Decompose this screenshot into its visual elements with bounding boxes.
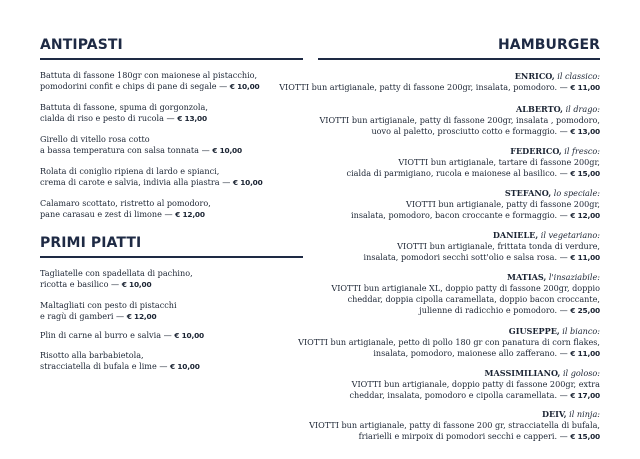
menu-item <box>40 350 200 372</box>
menu-item-text: crema di carote e salvia, indivia alla piastra <box>40 177 220 187</box>
menu-item-text: Battuta di fassone, spuma di gorgonzola, <box>40 102 208 112</box>
hamburger-item-heading <box>298 326 600 337</box>
menu-item-text: e ragù di gamberi <box>40 311 114 321</box>
menu-item-price: € 10,00 <box>170 362 200 371</box>
menu-item <box>40 70 259 92</box>
hamburger-subtitle: il bianco: <box>562 326 600 336</box>
menu-item-price: € 12,00 <box>175 210 205 219</box>
hamburger-item <box>331 272 600 316</box>
menu-item-price: € 10,00 <box>229 82 260 91</box>
menu-item-line: ricotta e basilico — € 10,00 <box>40 279 152 289</box>
hamburger-item-price: € 11,00 <box>570 253 600 262</box>
hamburger-item-text: cheddar, doppia cipolla caramellata, doppio bacon croccante, <box>347 294 600 304</box>
hamburger-name: STEFANO, <box>504 188 552 198</box>
menu-item-line <box>40 134 242 145</box>
menu-item-text: Calamaro scottato, ristretto al pomodoro, <box>40 198 211 208</box>
hamburger-item-line: cheddar, insalata, pomodoro e cipolla caramellata. — € 17,00 <box>349 390 600 400</box>
menu-item-line <box>40 268 193 279</box>
menu-item-line: cialda di riso e pesto di rucola — € 13,00 <box>40 113 207 123</box>
menu-item-text: Maltagliati con pesto di pistacchi <box>40 300 177 310</box>
menu-item-line: stracciatella di bufala e lime — € 10,00 <box>40 361 200 371</box>
menu-item-price: € 10,00 <box>121 280 152 289</box>
hamburger-item-text: VIOTTI bun artigianale, doppio patty di fassone 200gr, extra <box>351 379 600 389</box>
menu-item <box>40 166 263 188</box>
hamburger-name: FEDERICO, <box>510 146 562 156</box>
menu-item <box>40 300 177 322</box>
hamburger-subtitle: il classico: <box>557 71 600 81</box>
menu-item-price: € 10,00 <box>232 178 263 187</box>
primi-title: PRIMI PIATTI <box>40 235 142 251</box>
hamburger-item-line: friarielli e mirpoix di pomodori secchi e capperi. — € 15,00 <box>358 431 600 441</box>
hamburger-item <box>309 409 600 442</box>
hamburger-item-line: insalata, pomodoro, maionese allo zafferano. — € 11,00 <box>373 348 600 358</box>
hamburger-item-line <box>331 294 600 305</box>
hamburger-item-text: uovo al paletto, prosciutto cotto e formaggio. <box>371 126 558 136</box>
hamburger-item-line <box>331 283 600 294</box>
hamburger-item-text: VIOTTI bun artigianale XL, doppio patty di fassone 200gr, doppio <box>331 283 600 293</box>
menu-item-text: pomodorini confit e chips di pane di segale <box>40 81 217 91</box>
hamburger-item-line <box>351 199 600 210</box>
hamburger-name: DANIELE, <box>492 230 539 240</box>
menu-item-text: stracciatella di bufala e lime <box>40 361 157 371</box>
hamburger-item <box>279 71 600 93</box>
hamburger-item-line <box>347 157 600 168</box>
menu-item-text: a bassa temperatura con salsa tonnata <box>40 145 199 155</box>
antipasti-title: ANTIPASTI <box>40 37 123 53</box>
primi-rule <box>40 256 303 258</box>
hamburger-subtitle: l'insaziabile: <box>548 272 600 282</box>
menu-item <box>40 198 211 220</box>
hamburger-item-line: cialda di parmigiano, rucola e maionese al basilico. — € 15,00 <box>346 168 600 178</box>
hamburger-item-line: julienne di radicchio e pomodoro. — € 25,00 <box>419 305 600 315</box>
hamburger-item-price: € 13,00 <box>570 127 600 136</box>
menu-item-price: € 13,00 <box>177 114 207 123</box>
hamburger-item-price: € 11,00 <box>570 83 600 92</box>
antipasti-rule <box>40 58 303 60</box>
hamburger-item <box>364 230 600 263</box>
hamburger-item-text: insalata, pomodoro, bacon croccante e formaggio. <box>351 210 558 220</box>
hamburger-name: MASSIMILIANO, <box>484 368 561 378</box>
hamburger-item-price: € 17,00 <box>570 391 600 400</box>
menu-item <box>40 268 193 290</box>
hamburger-item-text: VIOTTI bun artigianale, patty di fassone 200 gr, stracciatella di bufala, <box>309 420 600 430</box>
hamburger-item-heading <box>351 188 600 199</box>
hamburger-item-price: € 15,00 <box>570 432 600 441</box>
hamburger-name: MATIAS, <box>507 272 547 282</box>
menu-item-text: Rolata di coniglio ripiena di lardo e spianci, <box>40 166 220 176</box>
hamburger-item-text: VIOTTI bun artigianale, petto di pollo 180 gr con panatura di corn flakes, <box>298 337 600 347</box>
menu-item <box>40 102 208 124</box>
hamburger-item-heading <box>279 71 600 82</box>
hamburger-item <box>298 326 600 359</box>
menu-item-line <box>40 166 263 177</box>
hamburger-item <box>350 368 600 401</box>
hamburger-item-text: VIOTTI bun artigianale, frittata tonda di verdure, <box>397 241 600 251</box>
hamburger-item-price: € 12,00 <box>570 211 600 220</box>
hamburger-item <box>351 188 600 221</box>
hamburger-subtitle: il fresco: <box>564 146 600 156</box>
menu-item-line <box>40 198 211 209</box>
hamburger-name: DEIV, <box>541 409 567 419</box>
hamburger-item <box>319 104 600 137</box>
menu-item-price: € 10,00 <box>212 146 242 155</box>
hamburger-subtitle: lo speciale: <box>553 188 600 198</box>
hamburger-item-text: cialda di parmigiano, rucola e maionese al basilico. <box>346 168 558 178</box>
menu-item-price: € 12,00 <box>126 312 157 321</box>
hamburger-item-text: VIOTTI bun artigianale, patty di fassone 200gr, insalata, pomodoro. <box>279 82 558 92</box>
menu-item-text: Battuta di fassone 180gr con maionese al pistacchio, <box>40 70 258 80</box>
hamburger-item-text: friarielli e mirpoix di pomodori secchi e capperi. <box>358 431 558 441</box>
hamburger-item-heading <box>309 409 600 420</box>
menu-item-line: Plin di carne al burro e salvia — € 10,00 <box>40 330 204 340</box>
menu-item-line: a bassa temperatura con salsa tonnata — € 10,00 <box>40 145 242 155</box>
hamburger-item-text: VIOTTI bun artigianale, tartare di fassone 200gr, <box>398 157 600 167</box>
hamburger-item-price: € 25,00 <box>570 306 600 315</box>
menu-item-line: crema di carote e salvia, indivia alla piastra — € 10,00 <box>40 177 263 187</box>
menu-item-line <box>40 70 259 81</box>
menu-item-line: e ragù di gamberi — € 12,00 <box>40 311 157 321</box>
hamburger-item-heading <box>331 272 600 283</box>
hamburger-item-text: VIOTTI bun artigianale, patty di fassone 200gr, insalata , pomodoro, <box>319 115 600 125</box>
hamburger-item-heading <box>347 146 600 157</box>
hamburger-item-line <box>319 115 600 126</box>
menu-item-line <box>40 300 177 311</box>
hamburger-title: HAMBURGER <box>497 37 600 53</box>
hamburger-item-price: € 11,00 <box>570 349 600 358</box>
hamburger-subtitle: il ninja: <box>569 409 600 419</box>
menu-item-price: € 10,00 <box>174 331 204 340</box>
menu-item-text: Risotto alla barbabietola, <box>40 350 144 360</box>
menu-item-text: Girello di vitello rosa cotto <box>40 134 150 144</box>
hamburger-item-line <box>298 337 600 348</box>
hamburger-rule <box>318 58 600 60</box>
hamburger-subtitle: il vegetariano: <box>540 230 600 240</box>
menu-item <box>40 330 204 341</box>
menu-item-text: pane carasau e zest di limone <box>40 209 162 219</box>
hamburger-item-heading <box>319 104 600 115</box>
hamburger-item-line: VIOTTI bun artigianale, patty di fassone 200gr, insalata, pomodoro. — € 11,00 <box>279 82 600 92</box>
hamburger-item-heading <box>364 230 600 241</box>
hamburger-item-line: insalata, pomodori secchi sott'olio e salsa rosa. — € 11,00 <box>363 252 600 262</box>
menu-item <box>40 134 242 156</box>
menu-item-text: Tagliatelle con spadellata di pachino, <box>40 268 193 278</box>
menu-item-text: cialda di riso e pesto di rucola <box>40 113 164 123</box>
hamburger-item-text: VIOTTI bun artigianale, patty di fassone 200gr, <box>405 199 600 209</box>
hamburger-item <box>347 146 600 179</box>
menu-item-line: pomodorini confit e chips di pane di segale — € 10,00 <box>40 81 260 91</box>
hamburger-item-line <box>309 420 600 431</box>
hamburger-item-text: cheddar, insalata, pomodoro e cipolla caramellata. <box>349 390 558 400</box>
menu-item-text: Plin di carne al burro e salvia <box>40 330 162 340</box>
hamburger-item-heading <box>350 368 600 379</box>
menu-item-line: pane carasau e zest di limone — € 12,00 <box>40 209 205 219</box>
hamburger-item-text: julienne di radicchio e pomodoro. <box>419 305 558 315</box>
hamburger-item-text: insalata, pomodori secchi sott'olio e salsa rosa. <box>363 252 558 262</box>
menu-item-line <box>40 102 208 113</box>
hamburger-name: ALBERTO, <box>516 104 563 114</box>
hamburger-item-line: insalata, pomodoro, bacon croccante e formaggio. — € 12,00 <box>351 210 600 220</box>
hamburger-subtitle: il drago: <box>565 104 600 114</box>
hamburger-name: ENRICO, <box>514 71 555 81</box>
hamburger-item-text: insalata, pomodoro, maionese allo zafferano. <box>373 348 558 358</box>
hamburger-item-line <box>364 241 600 252</box>
hamburger-item-line <box>350 379 600 390</box>
hamburger-item-line: uovo al paletto, prosciutto cotto e formaggio. — € 13,00 <box>371 126 600 136</box>
menu-item-line <box>40 350 200 361</box>
hamburger-subtitle: il goloso: <box>562 368 600 378</box>
hamburger-name: GIUSEPPE, <box>508 326 560 336</box>
hamburger-item-price: € 15,00 <box>570 169 600 178</box>
menu-item-text: ricotta e basilico <box>40 279 109 289</box>
